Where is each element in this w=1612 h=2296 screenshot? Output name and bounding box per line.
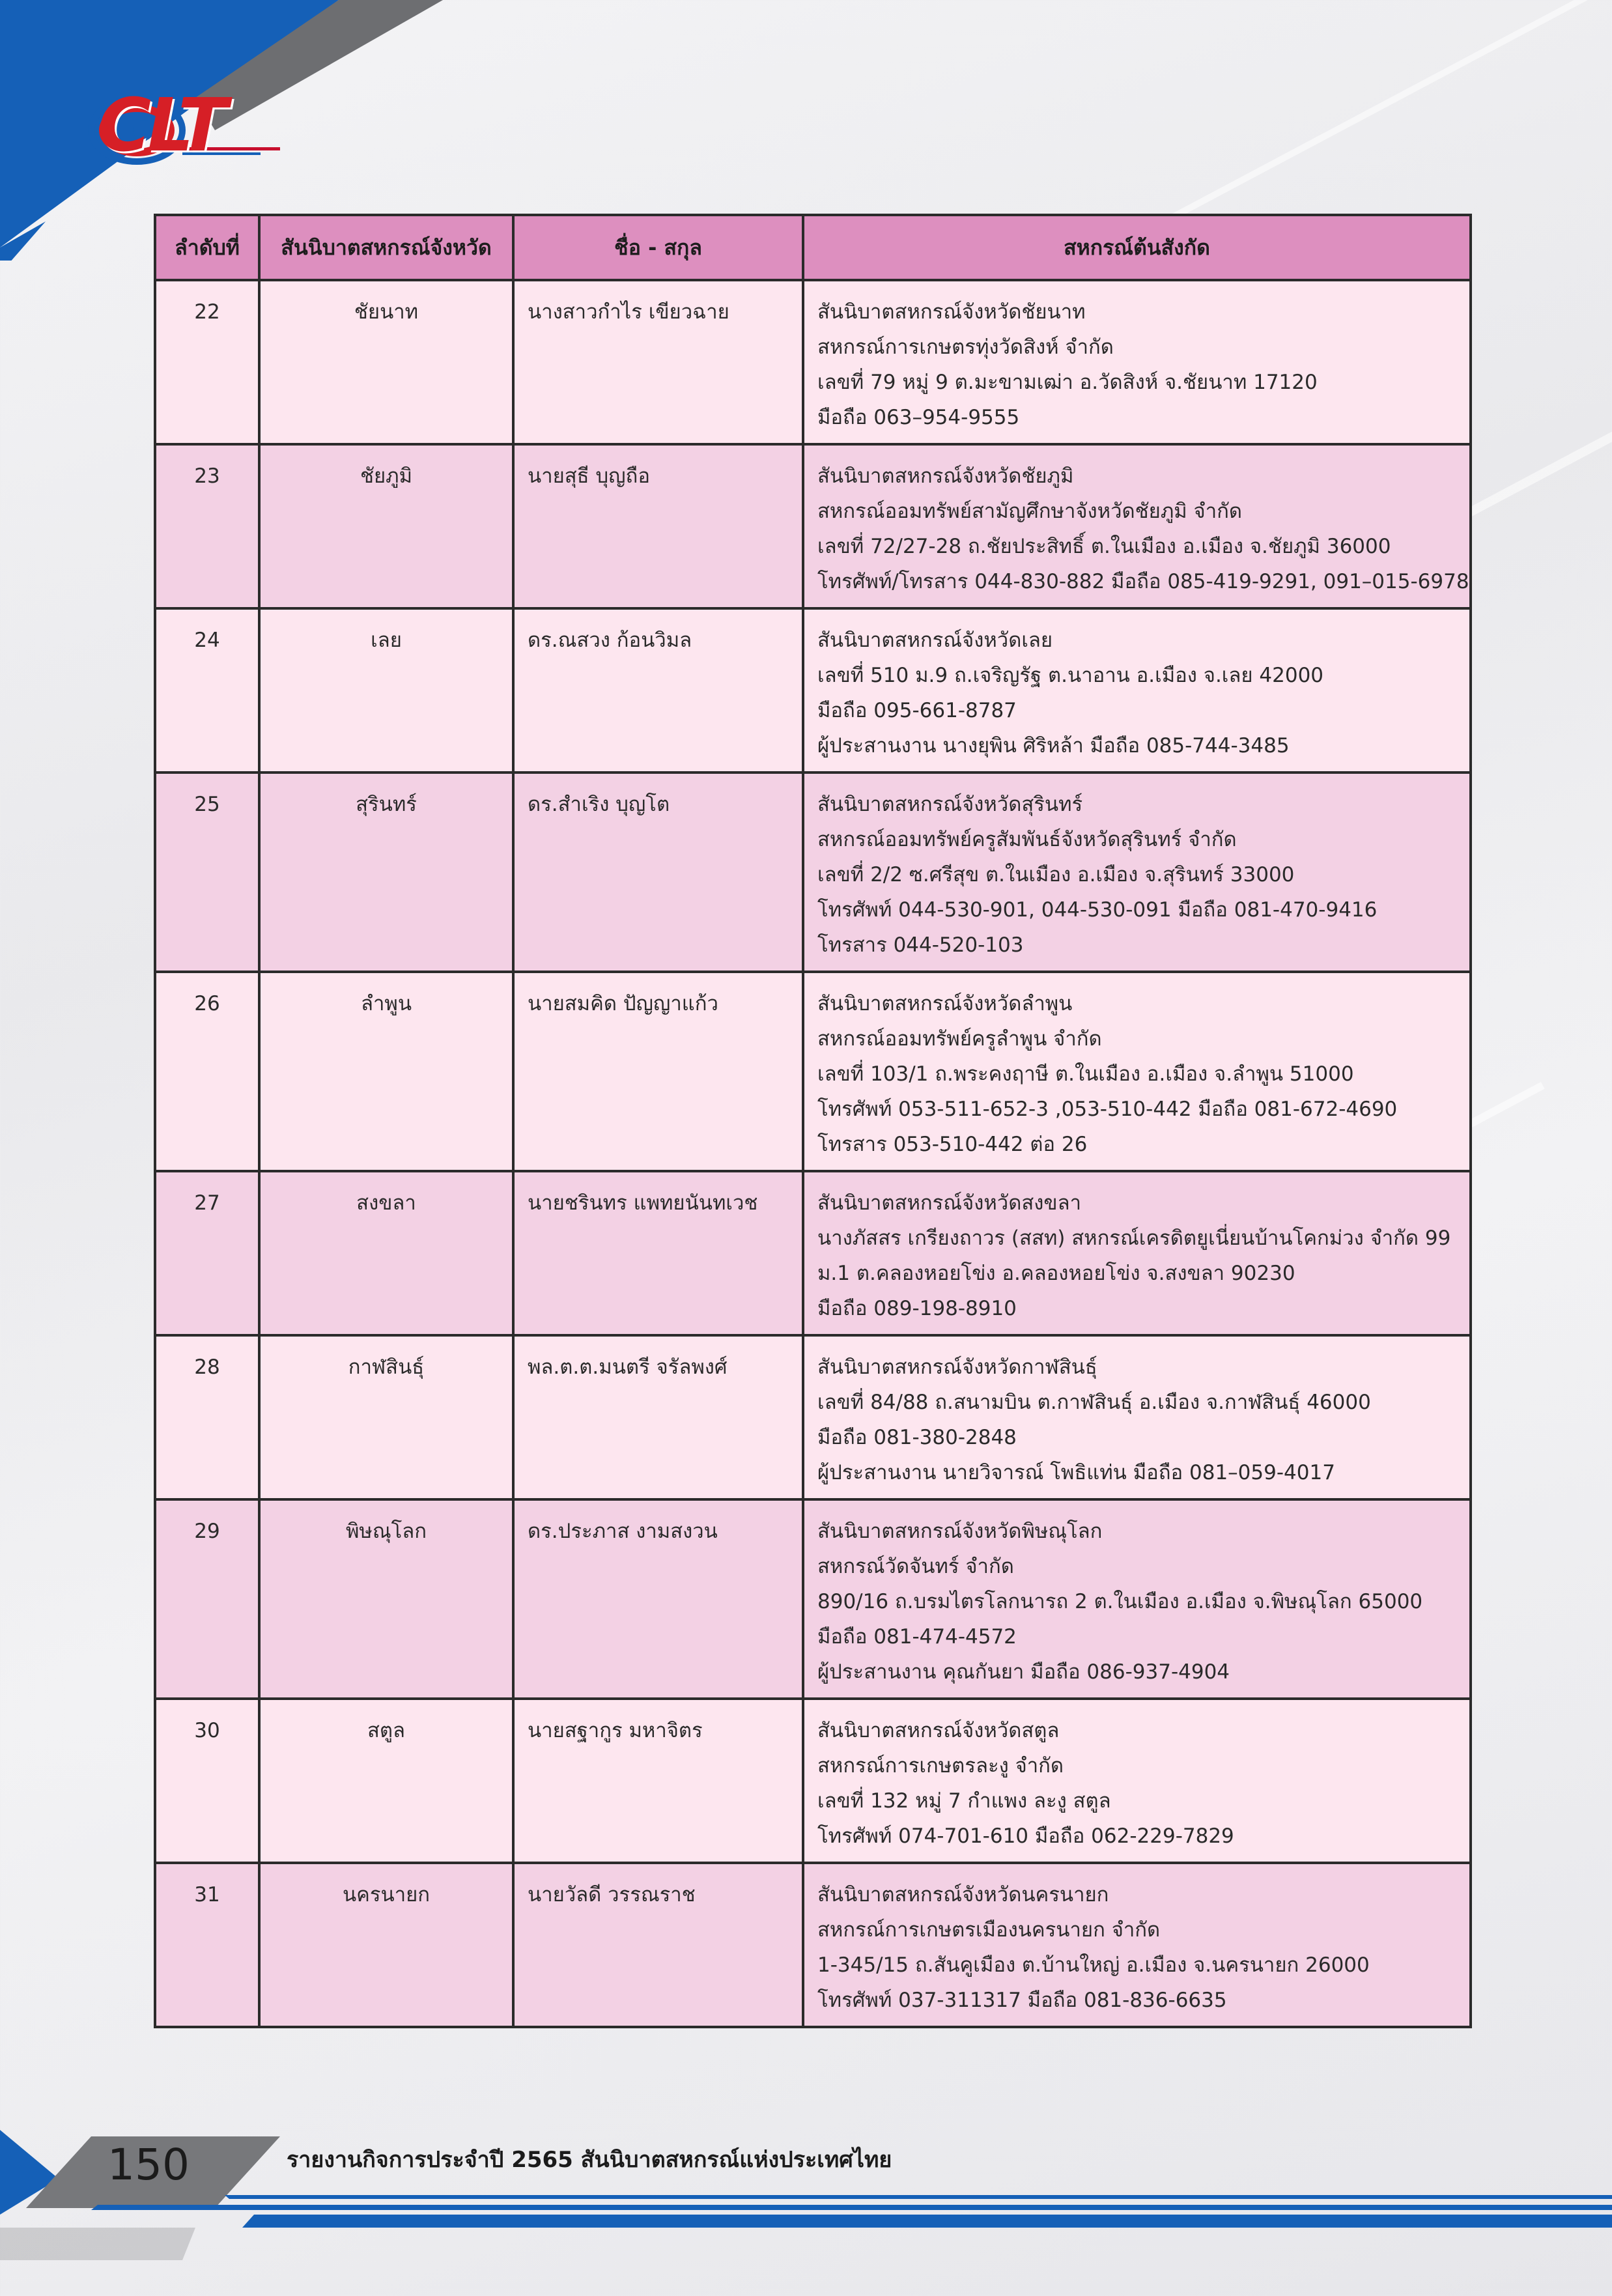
header-province-federation: สันนิบาตสหกรณ์จังหวัด bbox=[259, 215, 513, 280]
address-line: สหกรณ์การเกษตรละงู จำกัด bbox=[817, 1754, 1064, 1778]
table-row bbox=[155, 444, 1471, 608]
table-row bbox=[155, 280, 1471, 444]
header-full-name: ชื่อ - สกุล bbox=[513, 215, 803, 280]
address-line: สันนิบาตสหกรณ์จังหวัดกาฬสินธุ์ bbox=[817, 1355, 1097, 1379]
header-affiliated-cooperative: สหกรณ์ต้นสังกัด bbox=[803, 215, 1471, 280]
row-cooperative-address bbox=[803, 772, 1471, 972]
table-body bbox=[155, 280, 1471, 2027]
address-line: เลขที่ 72/27-28 ถ.ชัยประสิทธิ์ ต.ในเมือง อ.เมือง จ.ชัยภูมิ 36000 bbox=[817, 535, 1391, 558]
header-order: ลำดับที่ bbox=[155, 215, 259, 280]
address-line: โทรศัพท์ 044-530-901, 044-530-091 มือถือ 081-470-9416 bbox=[817, 898, 1378, 922]
row-full-name: ดร.ณสวง ก้อนวิมล bbox=[513, 608, 803, 772]
row-order-number: 30 bbox=[155, 1699, 259, 1863]
address-line: สหกรณ์ออมทรัพย์ครูสัมพันธ์จังหวัดสุรินทร์ จำกัด bbox=[817, 828, 1237, 851]
row-province: สุรินทร์ bbox=[259, 772, 513, 972]
row-province: นครนายก bbox=[259, 1863, 513, 2027]
table-row bbox=[155, 1499, 1471, 1699]
row-province: ลำพูน bbox=[259, 972, 513, 1171]
row-order-number: 31 bbox=[155, 1863, 259, 2027]
address-line: มือถือ 095-661-8787 bbox=[817, 699, 1017, 722]
address-line: มือถือ 063–954-9555 bbox=[817, 406, 1020, 429]
logo-text: CLT bbox=[98, 83, 224, 168]
address-line: ผู้ประสานงาน คุณกันยา มือถือ 086-937-4904 bbox=[817, 1660, 1230, 1684]
row-cooperative-address bbox=[803, 280, 1471, 444]
address-line: สันนิบาตสหกรณ์จังหวัดชัยภูมิ bbox=[817, 464, 1074, 488]
row-order-number: 24 bbox=[155, 608, 259, 772]
row-cooperative-address bbox=[803, 444, 1471, 608]
address-line: ม.1 ต.คลองหอยโข่ง อ.คลองหอยโข่ง จ.สงขลา 90230 bbox=[817, 1262, 1295, 1285]
address-line: เลขที่ 103/1 ถ.พระคงฤาษี ต.ในเมือง อ.เมือง จ.ลำพูน 51000 bbox=[817, 1062, 1354, 1086]
table-row bbox=[155, 1335, 1471, 1499]
address-line: เลขที่ 2/2 ซ.ศรีสุข ต.ในเมือง อ.เมือง จ.สุรินทร์ 33000 bbox=[817, 863, 1295, 886]
table-header-row bbox=[155, 215, 1471, 280]
address-line: สหกรณ์ออมทรัพย์ครูลำพูน จำกัด bbox=[817, 1027, 1102, 1051]
address-line: โทรสาร 053-510-442 ต่อ 26 bbox=[817, 1133, 1088, 1156]
row-order-number: 23 bbox=[155, 444, 259, 608]
address-line: มือถือ 081-474-4572 bbox=[817, 1625, 1017, 1649]
row-cooperative-address bbox=[803, 1335, 1471, 1499]
address-line: สหกรณ์การเกษตรเมืองนครนายก จำกัด bbox=[817, 1918, 1161, 1942]
table-row bbox=[155, 608, 1471, 772]
address-line: สันนิบาตสหกรณ์จังหวัดชัยนาท bbox=[817, 300, 1086, 324]
report-title: รายงานกิจการประจำปี 2565 สันนิบาตสหกรณ์แห่งประเทศไทย bbox=[287, 2147, 892, 2173]
address-line: โทรศัพท์ 037-311317 มือถือ 081-836-6635 bbox=[817, 1989, 1227, 2012]
address-line: สันนิบาตสหกรณ์จังหวัดสงขลา bbox=[817, 1191, 1081, 1215]
row-province: พิษณุโลก bbox=[259, 1499, 513, 1699]
row-order-number: 28 bbox=[155, 1335, 259, 1499]
row-cooperative-address bbox=[803, 1863, 1471, 2027]
address-line: นางภัสสร เกรียงถาวร (สสท) สหกรณ์เครดิตยูเนี่ยนบ้านโคกม่วง จำกัด 99 bbox=[817, 1226, 1451, 1250]
row-cooperative-address bbox=[803, 608, 1471, 772]
row-cooperative-address bbox=[803, 1171, 1471, 1335]
row-province: เลย bbox=[259, 608, 513, 772]
row-order-number: 22 bbox=[155, 280, 259, 444]
row-province: กาฬสินธุ์ bbox=[259, 1335, 513, 1499]
address-line: สันนิบาตสหกรณ์จังหวัดพิษณุโลก bbox=[817, 1520, 1103, 1543]
address-line: เลขที่ 510 ม.9 ถ.เจริญรัฐ ต.นาอาน อ.เมือง จ.เลย 42000 bbox=[817, 664, 1324, 687]
row-province: ชัยนาท bbox=[259, 280, 513, 444]
address-line: สหกรณ์วัดจันทร์ จำกัด bbox=[817, 1555, 1014, 1578]
table-row bbox=[155, 972, 1471, 1171]
address-line: 1-345/15 ถ.สันคูเมือง ต.บ้านใหญ่ อ.เมือง จ.นครนายก 26000 bbox=[817, 1953, 1370, 1977]
federation-contact-table bbox=[154, 214, 1469, 2028]
row-full-name: พล.ต.ต.มนตรี จรัลพงศ์ bbox=[513, 1335, 803, 1499]
table-row bbox=[155, 1863, 1471, 2027]
row-full-name: นายสฐากูร มหาจิตร bbox=[513, 1699, 803, 1863]
row-cooperative-address bbox=[803, 1699, 1471, 1863]
address-line: สันนิบาตสหกรณ์จังหวัดลำพูน bbox=[817, 992, 1073, 1015]
address-line: เลขที่ 79 หมู่ 9 ต.มะขามเฒ่า อ.วัดสิงห์ จ.ชัยนาท 17120 bbox=[817, 371, 1318, 394]
address-line: เลขที่ 84/88 ถ.สนามบิน ต.กาฬสินธุ์ อ.เมือง จ.กาฬสินธุ์ 46000 bbox=[817, 1391, 1371, 1414]
row-full-name: นายวัลดี วรรณราช bbox=[513, 1863, 803, 2027]
row-full-name: นายสมคิด ปัญญาแก้ว bbox=[513, 972, 803, 1171]
address-line: สหกรณ์ออมทรัพย์สามัญศึกษาจังหวัดชัยภูมิ จำกัด bbox=[817, 500, 1243, 523]
row-province: สงขลา bbox=[259, 1171, 513, 1335]
address-line: สันนิบาตสหกรณ์จังหวัดสตูล bbox=[817, 1719, 1060, 1742]
row-full-name: ดร.ประภาส งามสงวน bbox=[513, 1499, 803, 1699]
address-line: มือถือ 089-198-8910 bbox=[817, 1297, 1017, 1320]
row-order-number: 27 bbox=[155, 1171, 259, 1335]
address-line: ผู้ประสานงาน นายวิจารณ์ โพธิแท่น มือถือ 081–059-4017 bbox=[817, 1461, 1335, 1484]
table-row bbox=[155, 772, 1471, 972]
address-line: ผู้ประสานงาน นางยุพิน ศิริหล้า มือถือ 085-744-3485 bbox=[817, 734, 1290, 758]
address-line: 890/16 ถ.บรมไตรโลกนารถ 2 ต.ในเมือง อ.เมือง จ.พิษณุโลก 65000 bbox=[817, 1590, 1423, 1613]
address-line: โทรศัพท์/โทรสาร 044-830-882 มือถือ 085-419-9291, 091–015-6978 bbox=[817, 570, 1469, 593]
table-row bbox=[155, 1171, 1471, 1335]
row-full-name: นายชรินทร แพทยนันทเวช bbox=[513, 1171, 803, 1335]
row-full-name: ดร.สำเริง บุญโต bbox=[513, 772, 803, 972]
address-line: โทรสาร 044-520-103 bbox=[817, 933, 1024, 957]
row-order-number: 25 bbox=[155, 772, 259, 972]
row-order-number: 29 bbox=[155, 1499, 259, 1699]
row-cooperative-address bbox=[803, 1499, 1471, 1699]
row-full-name: นายสุธี บุญถือ bbox=[513, 444, 803, 608]
row-province: ชัยภูมิ bbox=[259, 444, 513, 608]
row-full-name: นางสาวกำไร เขียวฉาย bbox=[513, 280, 803, 444]
address-line: โทรศัพท์ 053-511-652-3 ,053-510-442 มือถือ 081-672-4690 bbox=[817, 1098, 1398, 1121]
address-line: โทรศัพท์ 074-701-610 มือถือ 062-229-7829 bbox=[817, 1824, 1234, 1848]
row-province: สตูล bbox=[259, 1699, 513, 1863]
row-cooperative-address bbox=[803, 972, 1471, 1171]
address-line: สันนิบาตสหกรณ์จังหวัดเลย bbox=[817, 629, 1053, 652]
table-row bbox=[155, 1699, 1471, 1863]
address-line: สันนิบาตสหกรณ์จังหวัดสุรินทร์ bbox=[817, 793, 1083, 816]
address-line: สันนิบาตสหกรณ์จังหวัดนครนายก bbox=[817, 1883, 1109, 1906]
row-order-number: 26 bbox=[155, 972, 259, 1171]
address-line: มือถือ 081-380-2848 bbox=[817, 1426, 1017, 1449]
address-line: เลขที่ 132 หมู่ 7 กำแพง ละงู สตูล bbox=[817, 1789, 1111, 1813]
page-number: 150 bbox=[107, 2140, 190, 2190]
address-line: สหกรณ์การเกษตรทุ่งวัดสิงห์ จำกัด bbox=[817, 335, 1114, 359]
